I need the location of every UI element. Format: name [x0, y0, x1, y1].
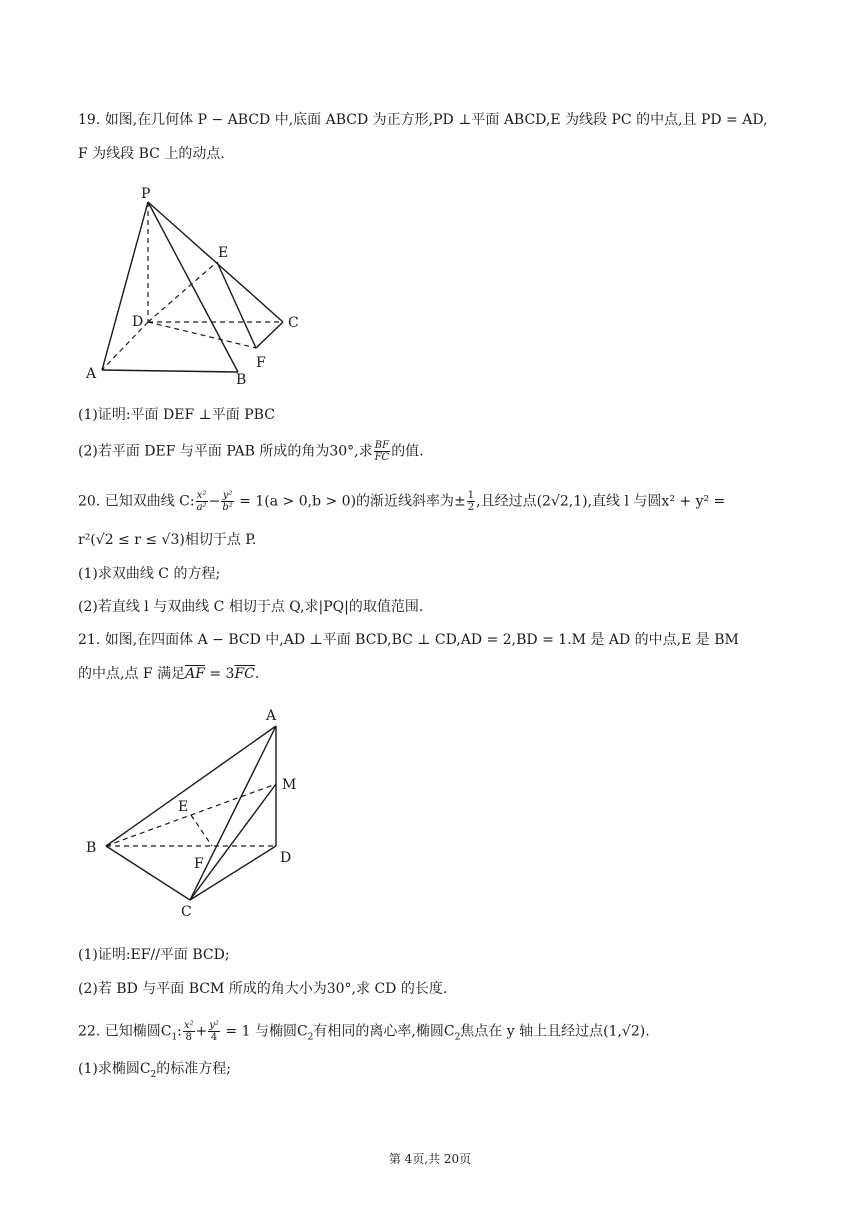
q21-label-c: C: [181, 904, 192, 920]
q21-vector-fc: $\overline{FC}$: [234, 666, 255, 682]
page-footer: 第 4页,共 20页: [388, 1152, 472, 1166]
q19-label-e: E: [218, 245, 229, 261]
q21-label-d: D: [280, 850, 292, 866]
q21-line1: 21. 如图,在四面体 A − BCD 中,AD ⊥平面 BCD,BC ⊥ CD,AD = 2,BD = 1.M 是 AD 的中点,E 是 BM: [78, 632, 739, 648]
q19-label-f: F: [256, 355, 266, 371]
q21-label-b: B: [86, 840, 97, 856]
q21-part2: (2)若 BD 与平面 BCM 所成的角大小为30°,求 CD 的长度.: [78, 981, 448, 997]
q19-label-p: P: [141, 186, 151, 202]
q20-frac-slope: $\frac{1}{2}$: [467, 490, 475, 513]
q19-label-a: A: [86, 366, 97, 382]
q19-figure: [78, 180, 318, 390]
q19-part2: (2)若平面 DEF 与平面 PAB 所成的角为30°,求 $\frac{BF}{FC}$ 的值.: [78, 440, 424, 463]
q21-line2: 的中点,点 F 满足$\overline{AF} = 3\overline{FC}$.: [78, 666, 260, 682]
q19-part1: (1)证明:平面 DEF ⊥平面 PBC: [78, 407, 275, 423]
q22-frac-x: $\frac{\text{x²}}{8}$: [183, 1020, 194, 1043]
q19-label-b: B: [236, 372, 247, 388]
q20-part2: (2)若直线 l 与双曲线 C 相切于点 Q,求|PQ|的取值范围.: [78, 599, 424, 615]
q22-frac-y: $\frac{\text{y²}}{4}$: [209, 1020, 219, 1043]
q19-line1: 19. 如图,在几何体 P − ABCD 中,底面 ABCD 为正方形,PD ⊥平面 ABCD,E 为线段 PC 的中点,且 PD = AD,: [78, 112, 768, 128]
q20-frac-x: $\frac{\text{x²}}{\text{a²}}$: [196, 490, 207, 513]
q21-vector-af: $\overline{AF}$: [185, 666, 205, 682]
q19-label-d: D: [132, 314, 144, 330]
q20-line2: r²(√2 ≤ r ≤ √3)相切于点 P.: [78, 532, 257, 548]
q19-fraction: $\frac{BF}{FC}$: [374, 440, 390, 463]
q21-part1: (1)证明:EF//平面 BCD;: [78, 947, 230, 963]
q20-line1: 20. 已知双曲线 C: $\frac{\text{x²}}{\text{a²}}$ − $\frac{\text{y²}}{\text{b²}}$ = 1(a > 0,b > 0)的渐近线斜率为± $\frac{1}{2}$ ,且经过点(2√2,1),直线 l 与圆x² + y² =: [78, 490, 726, 513]
q22-line1: 22. 已知椭圆$C_1$: $\frac{\text{x²}}{8}$ + $\frac{\text{y²}}{4}$ = 1 与椭圆$C_2$有相同的离心率,椭圆$C_2$焦点在 y 轴上且经过点(1,√2).: [78, 1020, 650, 1043]
q21-label-e: E: [178, 799, 189, 815]
q20-part1: (1)求双曲线 C 的方程;: [78, 566, 221, 582]
q21-label-a: A: [266, 708, 277, 724]
q19-line2: F 为线段 BC 上的动点.: [78, 146, 225, 162]
q22-part1: (1)求椭圆$C_2$的标准方程;: [78, 1061, 231, 1080]
q19-label-c: C: [288, 315, 299, 331]
q21-figure: [82, 700, 312, 925]
q20-frac-y: $\frac{\text{y²}}{\text{b²}}$: [222, 490, 233, 513]
q21-label-f: F: [194, 856, 204, 872]
q21-label-m: M: [282, 777, 297, 793]
